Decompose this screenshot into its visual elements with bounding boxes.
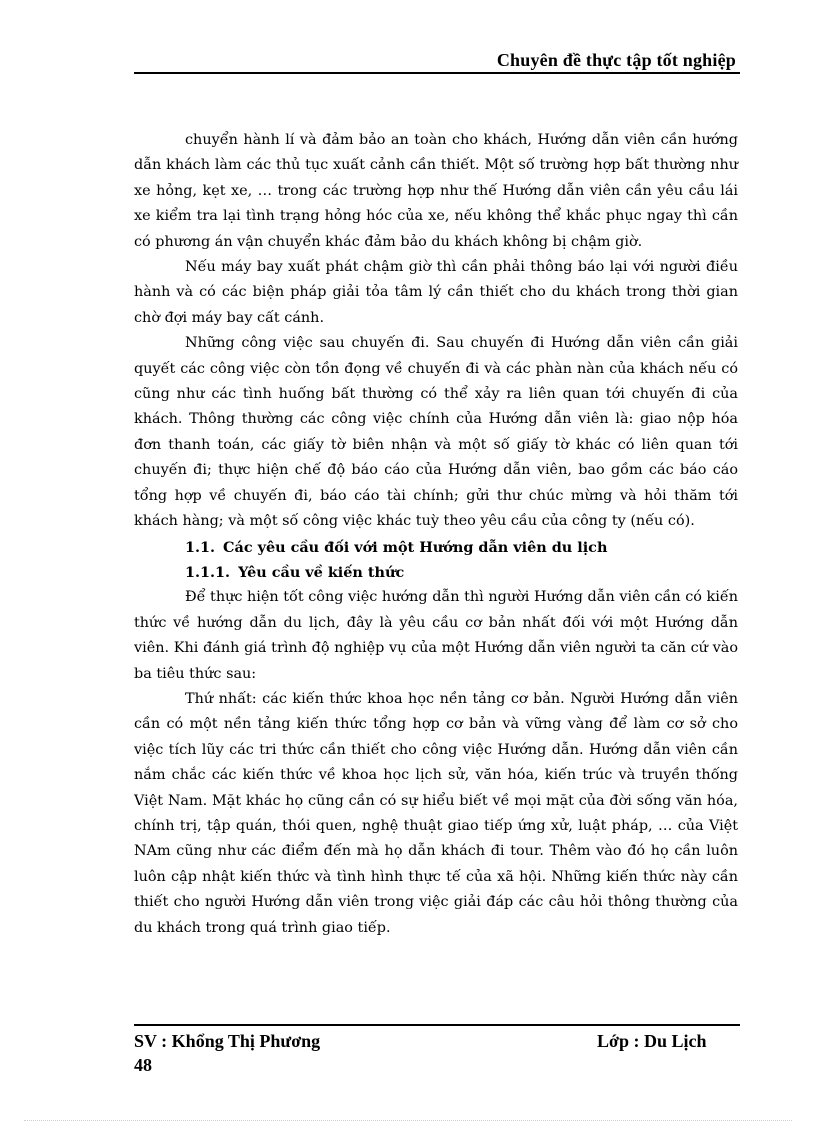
- subsection-title: Yêu cầu về kiến thức: [238, 563, 405, 581]
- subsection-number: 1.1.1.: [185, 563, 231, 581]
- paragraph: Những công việc sau chuyến đi. Sau chuyến đi Hướng dẫn viên cần giải quyết các công việc còn tồn đọng về chuyến đi và các phàn nàn của khách nếu có cũng như các tình huống bất thường có thể xảy ra liên quan tới chuyến đi của khách. Thông thường các công việc chính của Hướng dẫn viên là: giao nộp hóa đơn thanh toán, các giấy tờ biên nhận và một số giấy tờ khác có liên quan tới chuyến đi; thực hiện chế độ báo cáo của Hướng dẫn viên, bao gồm các báo cáo tổng hợp về chuyến đi, báo cáo tài chính; gửi thư chúc mừng và hỏi thăm tới khách hàng; và một số công việc khác tuỳ theo yêu cầu của công ty (nếu có).: [134, 335, 738, 530]
- paragraph: Nếu máy bay xuất phát chậm giờ thì cần phải thông báo lại với người điều hành và có các biện pháp giải tỏa tâm lý cần thiết cho du khách trong thời gian chờ đợi máy bay cất cánh.: [134, 259, 738, 326]
- paragraph: Thứ nhất: các kiến thức khoa học nền tảng cơ bản. Người Hướng dẫn viên cần có một nền tảng kiến thức tổng hợp cơ bản và vững vàng để làm cơ sở cho việc tích lũy các tri thức cần thiết cho công việc Hướng dẫn. Hướng dẫn viên cần nắm chắc các kiến thức về khoa học lịch sử, văn hóa, kiến trúc và truyền thống Việt Nam. Mặt khác họ cũng cần có sự hiểu biết về mọi mặt của đời sống văn hóa, chính trị, tập quán, thói quen, nghệ thuật giao tiếp ứng xử, luật pháp, … của Việt NAm cũng như các điểm đến mà họ dẫn khách đi tour. Thêm vào đó họ cần luôn luôn cập nhật kiến thức và tình hình thực tế của xã hội. Những kiến thức này cần thiết cho người Hướng dẫn viên trong việc giải đáp các câu hỏi thông thường của du khách trong quá trình giao tiếp.: [134, 690, 738, 936]
- subsection-heading: [134, 560, 738, 585]
- paragraph: chuyển hành lí và đảm bảo an toàn cho khách, Hướng dẫn viên cần hướng dẫn khách làm các thủ tục xuất cảnh cần thiết. Một số trường hợp bất thường như xe hỏng, kẹt xe, … trong các trường hợp như thế Hướng dẫn viên cần yêu cầu lái xe kiểm tra lại tình trạng hỏng hóc của xe, nếu không thể khắc phục ngay thì cần có phương án vận chuyển khác đảm bảo du khách không bị chậm giờ.: [134, 132, 738, 250]
- paragraph: Để thực hiện tốt công việc hướng dẫn thì người Hướng dẫn viên cần có kiến thức về hướng dẫn du lịch, đây là yêu cầu cơ bản nhất đối với một Hướng dẫn viên. Khi đánh giá trình độ nghiệp vụ của một Hướng dẫn viên người ta căn cứ vào ba tiêu thức sau:: [134, 589, 738, 682]
- section-number: 1.1.: [185, 538, 216, 556]
- document-body: [134, 128, 738, 941]
- section-title: Các yêu cầu đối với một Hướng dẫn viên du lịch: [223, 538, 608, 556]
- page-edge-divider: [24, 1120, 792, 1121]
- footer-class: Lớp : Du Lịch: [597, 1031, 707, 1051]
- section-heading: [134, 535, 738, 560]
- footer-rule: [134, 1024, 740, 1026]
- footer-student-name: SV : Khổng Thị Phương: [134, 1031, 321, 1051]
- page-number: 48: [134, 1055, 152, 1075]
- header-rule: [134, 72, 740, 74]
- header-title: Chuyên đề thực tập tốt nghiệp: [496, 50, 736, 70]
